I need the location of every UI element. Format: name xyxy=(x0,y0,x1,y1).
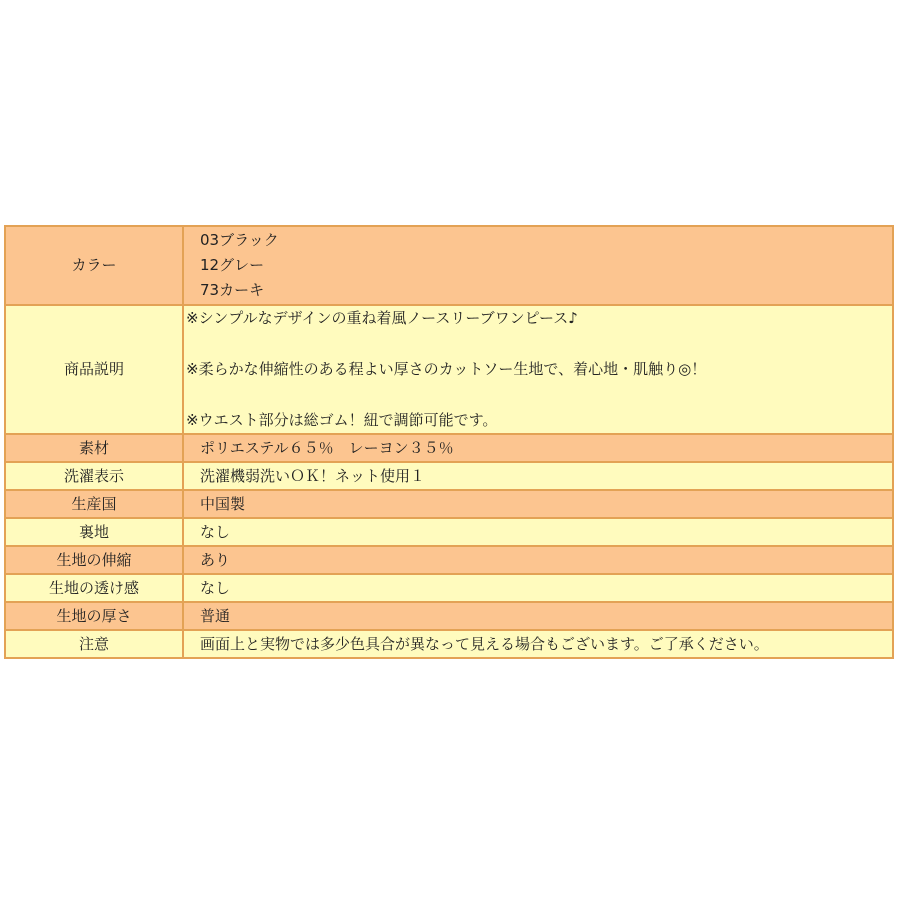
spec-value: あり xyxy=(183,546,893,574)
spec-value: なし xyxy=(183,574,893,602)
spec-row-thickness xyxy=(5,602,893,630)
spec-value: 画面上と実物では多少色具合が異なって見える場合もございます。ご了承ください。 xyxy=(183,630,893,658)
description-line: ※柔らかな伸縮性のある程よい厚さのカットソー生地で、着心地・肌触り◎！ xyxy=(186,360,707,378)
spec-value: ポリエステル６５％ レーヨン３５％ xyxy=(183,434,893,462)
spec-row-sheerness xyxy=(5,574,893,602)
spec-label: 生地の厚さ xyxy=(5,602,183,630)
spec-label: カラー xyxy=(5,226,183,305)
spec-value-description xyxy=(183,305,893,434)
spec-value-colors xyxy=(183,226,893,305)
description-line: ※ウエスト部分は総ゴム！紐で調節可能です。 xyxy=(186,411,498,429)
spec-row-stretch xyxy=(5,546,893,574)
description-line: ※シンプルなデザインの重ね着風ノースリーブワンピース♪ xyxy=(186,309,578,327)
spec-label: 生産国 xyxy=(5,490,183,518)
color-option: 73カーキ xyxy=(200,281,265,299)
spec-row-color xyxy=(5,226,893,305)
spec-value: 普通 xyxy=(183,602,893,630)
spec-label: 洗濯表示 xyxy=(5,462,183,490)
spec-row-washing xyxy=(5,462,893,490)
spec-row-notice xyxy=(5,630,893,658)
spec-value: 洗濯機弱洗いＯＫ！ネット使用１ xyxy=(183,462,893,490)
spec-label: 素材 xyxy=(5,434,183,462)
product-spec-table xyxy=(4,225,894,659)
spec-label: 生地の透け感 xyxy=(5,574,183,602)
spec-row-lining xyxy=(5,518,893,546)
spec-value: 中国製 xyxy=(183,490,893,518)
color-option: 12グレー xyxy=(200,256,265,274)
spec-value: なし xyxy=(183,518,893,546)
spec-row-material xyxy=(5,434,893,462)
spec-row-description xyxy=(5,305,893,434)
spec-row-country xyxy=(5,490,893,518)
spec-label: 商品説明 xyxy=(5,305,183,434)
spec-label: 注意 xyxy=(5,630,183,658)
color-option: 03ブラック xyxy=(200,231,279,249)
spec-label: 裏地 xyxy=(5,518,183,546)
spec-label: 生地の伸縮 xyxy=(5,546,183,574)
